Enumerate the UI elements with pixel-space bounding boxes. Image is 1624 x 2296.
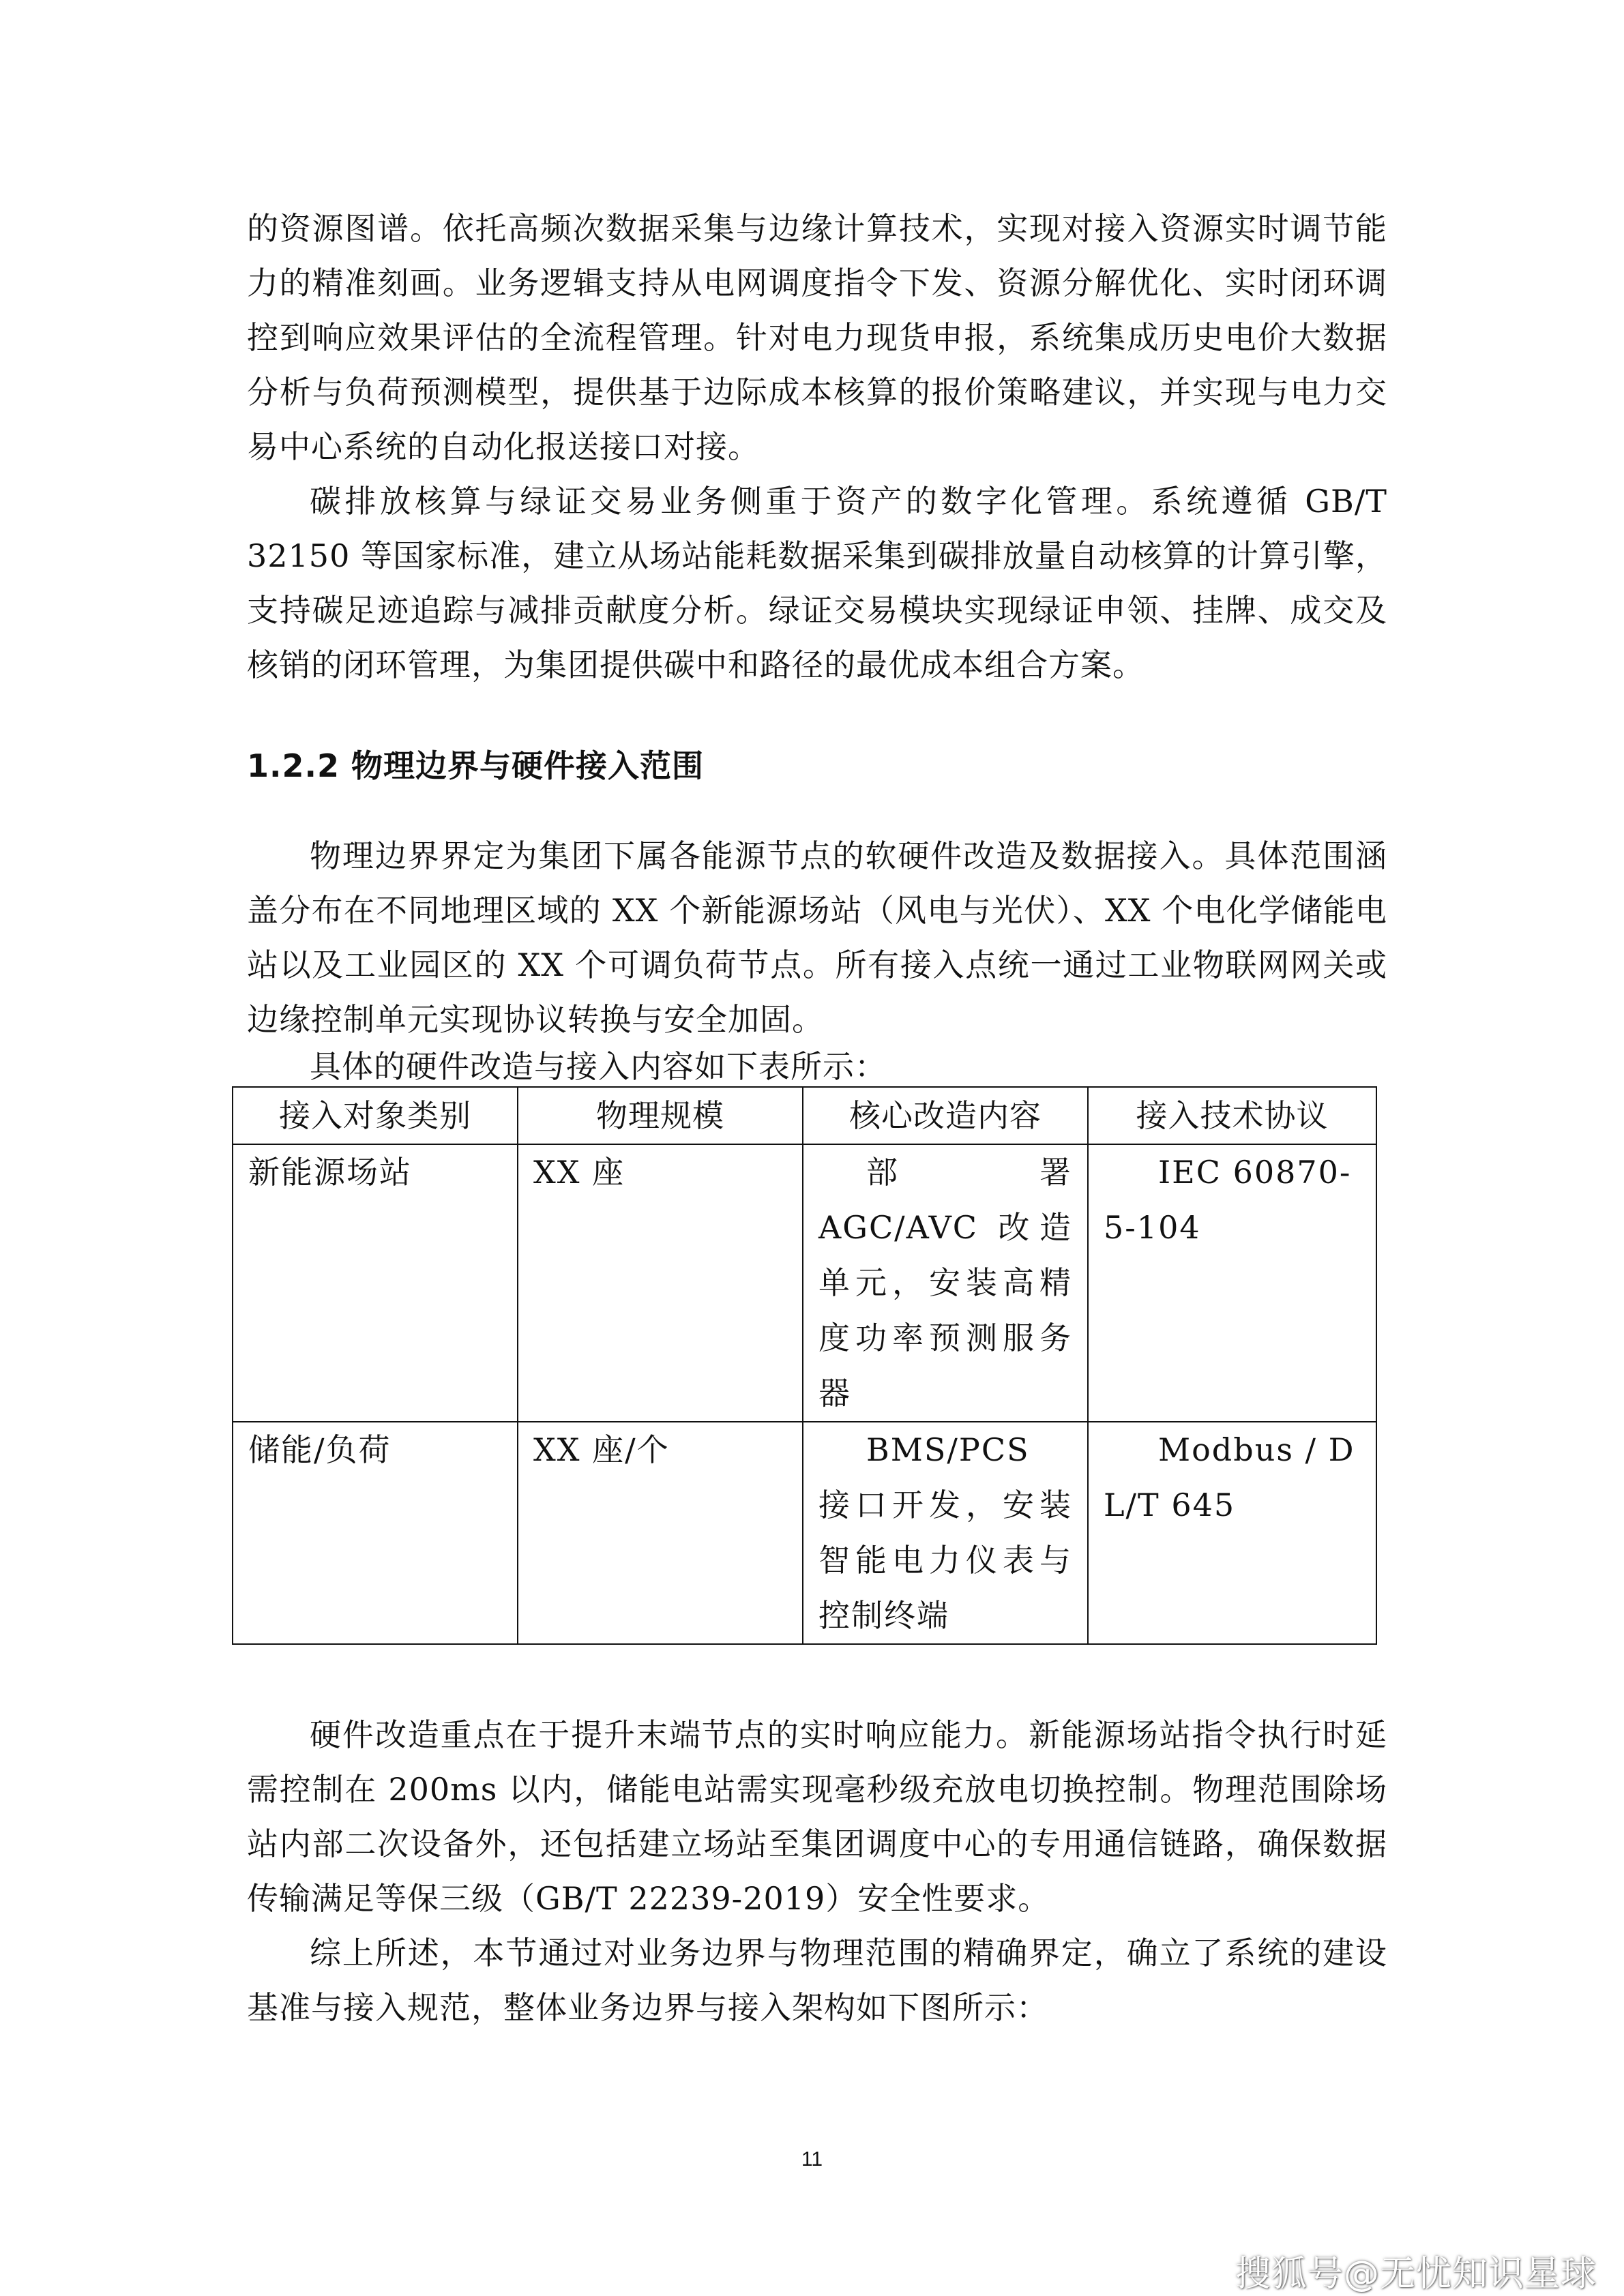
cell-protocol: IEC 60870-5-104 xyxy=(1088,1144,1376,1422)
table-row xyxy=(233,1144,1376,1422)
paragraph-summary: 综上所述，本节通过对业务边界与物理范围的精确界定，确立了系统的建设基准与接入规范，整体业务边界与接入架构如下图所示： xyxy=(247,1935,1387,2026)
spacer xyxy=(247,1645,1387,1708)
header-content: 核心改造内容 xyxy=(803,1087,1088,1144)
cell-protocol: Modbus / DL/T 645 xyxy=(1088,1422,1376,1644)
table-header-row xyxy=(233,1087,1376,1144)
hardware-access-table xyxy=(232,1086,1377,1645)
page-number: 11 xyxy=(801,2148,823,2171)
paragraph-resource-profile: 的资源图谱。依托高频次数据采集与边缘计算技术，实现对接入资源实时调节能力的精准刻画。业务逻辑支持从电网调度指令下发、资源分解优化、实时闭环调控到响应效果评估的全流程管理。针对电力现货申报，系统集成历史电价大数据分析与负荷预测模型，提供基于边际成本核算的报价策略建议，并实现与电力交易中心系统的自动化报送接口对接。 xyxy=(247,210,1387,465)
table-caption: 具体的硬件改造与接入内容如下表所示： xyxy=(310,1048,887,1085)
cell-content: BMS/PCS 接口开发，安装智能电力仪表与控制终端 xyxy=(803,1422,1088,1644)
cell-content: 部署 AGC/AVC 改造单元，安装高精度功率预测服务器 xyxy=(803,1144,1088,1422)
cell-category: 新能源场站 xyxy=(233,1144,518,1422)
cell-scale: XX 座 xyxy=(518,1144,803,1422)
header-protocol: 接入技术协议 xyxy=(1088,1087,1376,1144)
paragraph-physical-scope: 物理边界界定为集团下属各能源节点的软硬件改造及数据接入。具体范围涵盖分布在不同地理区域的 XX 个新能源场站（风电与光伏）、XX 个电化学储能电站以及工业园区的 XX 个可调负荷节点。所有接入点统一通过工业物联网网关或边缘控制单元实现协议转换与安全加固。 xyxy=(247,837,1387,1038)
watermark: 搜狐号@无忧知识星球 xyxy=(1235,2254,1597,2295)
cell-scale: XX 座/个 xyxy=(518,1422,803,1644)
section-heading: 1.2.2 物理边界与硬件接入范围 xyxy=(247,747,704,784)
cell-category: 储能/负荷 xyxy=(233,1422,518,1644)
header-scale: 物理规模 xyxy=(518,1087,803,1144)
table-row xyxy=(233,1422,1376,1644)
paragraph-hardware-focus: 硬件改造重点在于提升末端节点的实时响应能力。新能源场站指令执行时延需控制在 200ms 以内，储能电站需实现毫秒级充放电切换控制。物理范围除场站内部二次设备外，还包括建立场站至集团调度中心的专用通信链路，确保数据传输满足等保三级（GB/T 22239-2019）安全性要求。 xyxy=(247,1716,1387,1917)
paragraph-carbon-accounting: 碳排放核算与绿证交易业务侧重于资产的数字化管理。系统遵循 GB/T 32150 等国家标准，建立从场站能耗数据采集到碳排放量自动核算的计算引擎，支持碳足迹追踪与减排贡献度分析。绿证交易模块实现绿证申领、挂牌、成交及核销的闭环管理，为集团提供碳中和路径的最优成本组合方案。 xyxy=(247,483,1387,683)
header-category: 接入对象类别 xyxy=(233,1087,518,1144)
document-body xyxy=(247,201,1387,2035)
